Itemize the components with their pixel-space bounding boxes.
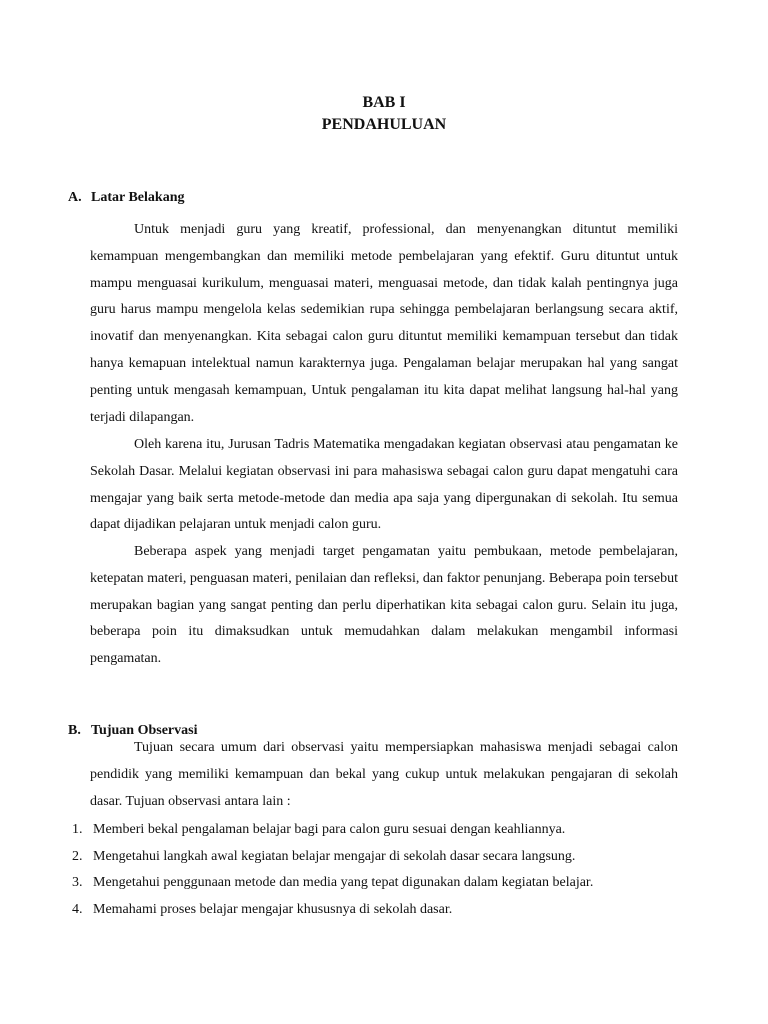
list-item-text: Mengetahui langkah awal kegiatan belajar mengajar di sekolah dasar secara langsung. [93,848,576,864]
section-a-paragraph-1: Untuk menjadi guru yang kreatif, professional, dan menyenangkan dituntut memiliki kemampuan mengembangkan dan memiliki metode pembelajaran yang efektif. Guru dituntut untuk mampu menguasai kurikulum, menguasai materi, menguasai metode, dan tidak kalah pentingnya juga guru harus mampu mengelola kelas sedemikian rupa sehingga pembelajaran berlangsung secara aktif, inovatif dan menyenangkan. Kita sebagai calon guru dituntut memiliki kemampuan tersebut dan tidak hanya kemapuan intelektual namun karakternya juga. Pengalaman belajar merupakan hal yang sangat penting untuk mengasah kemampuan, Untuk pengalaman itu kita dapat melihat langsung hal-hal yang terjadi dilapangan. [90,222,678,425]
section-b-intro: Tujuan secara umum dari observasi yaitu mempersiapkan mahasiswa menjadi sebagai calon pendidik yang memiliki kemampuan dan bekal yang cukup untuk melakukan pengajaran di sekolah dasar. Tujuan observasi antara lain : [90,740,678,809]
chapter-number: BAB I [362,94,406,111]
list-item [68,844,593,871]
section-a-letter: A. [68,190,82,205]
list-item-number: 1. [72,822,83,837]
list-item-number: 4. [72,901,83,917]
chapter-title: PENDAHULUAN [321,116,447,133]
section-a-paragraph-2: Oleh karena itu, Jurusan Tadris Matematika mengadakan kegiatan observasi atau pengamatan ke Sekolah Dasar. Melalui kegiatan observasi ini para mahasiswa sebagai calon guru dapat mengatuhi cara mengajar yang baik serta metode-metode dan media apa saja yang dipergunakan di sekolah. Itu semua dapat dijadikan pelajaran untuk menjadi calon guru. [90,437,678,533]
section-b-title: Tujuan Observasi [91,723,198,738]
list-item-text: Mengetahui penggunaan metode dan media yang tepat digunakan dalam kegiatan belajar. [93,875,594,890]
section-a-heading [68,190,184,206]
list-item-text: Memahami proses belajar mengajar khususnya di sekolah dasar. [93,901,453,917]
section-b-letter: B. [68,723,81,738]
list-item-number: 2. [72,848,83,864]
list-item-text: Memberi bekal pengalaman belajar bagi para calon guru sesuai dengan keahliannya. [93,822,566,837]
section-a-title: Latar Belakang [91,190,185,205]
objectives-list [68,817,593,923]
section-a-paragraph-3: Beberapa aspek yang menjadi target pengamatan yaitu pembukaan, metode pembelajaran, ketepatan materi, penguasan materi, penilaian dan refleksi, dan faktor penunjang. Beberapa poin tersebut merupakan bagian yang sangat penting dan perlu diperhatikan kita sebagai calon guru. Selain itu juga, beberapa poin itu dimaksudkan untuk memudahkan dalam melakukan mengambil informasi pengamatan. [90,544,678,667]
list-item-number: 3. [72,875,83,890]
list-item [68,897,593,924]
list-item [68,817,593,844]
list-item [68,870,593,897]
